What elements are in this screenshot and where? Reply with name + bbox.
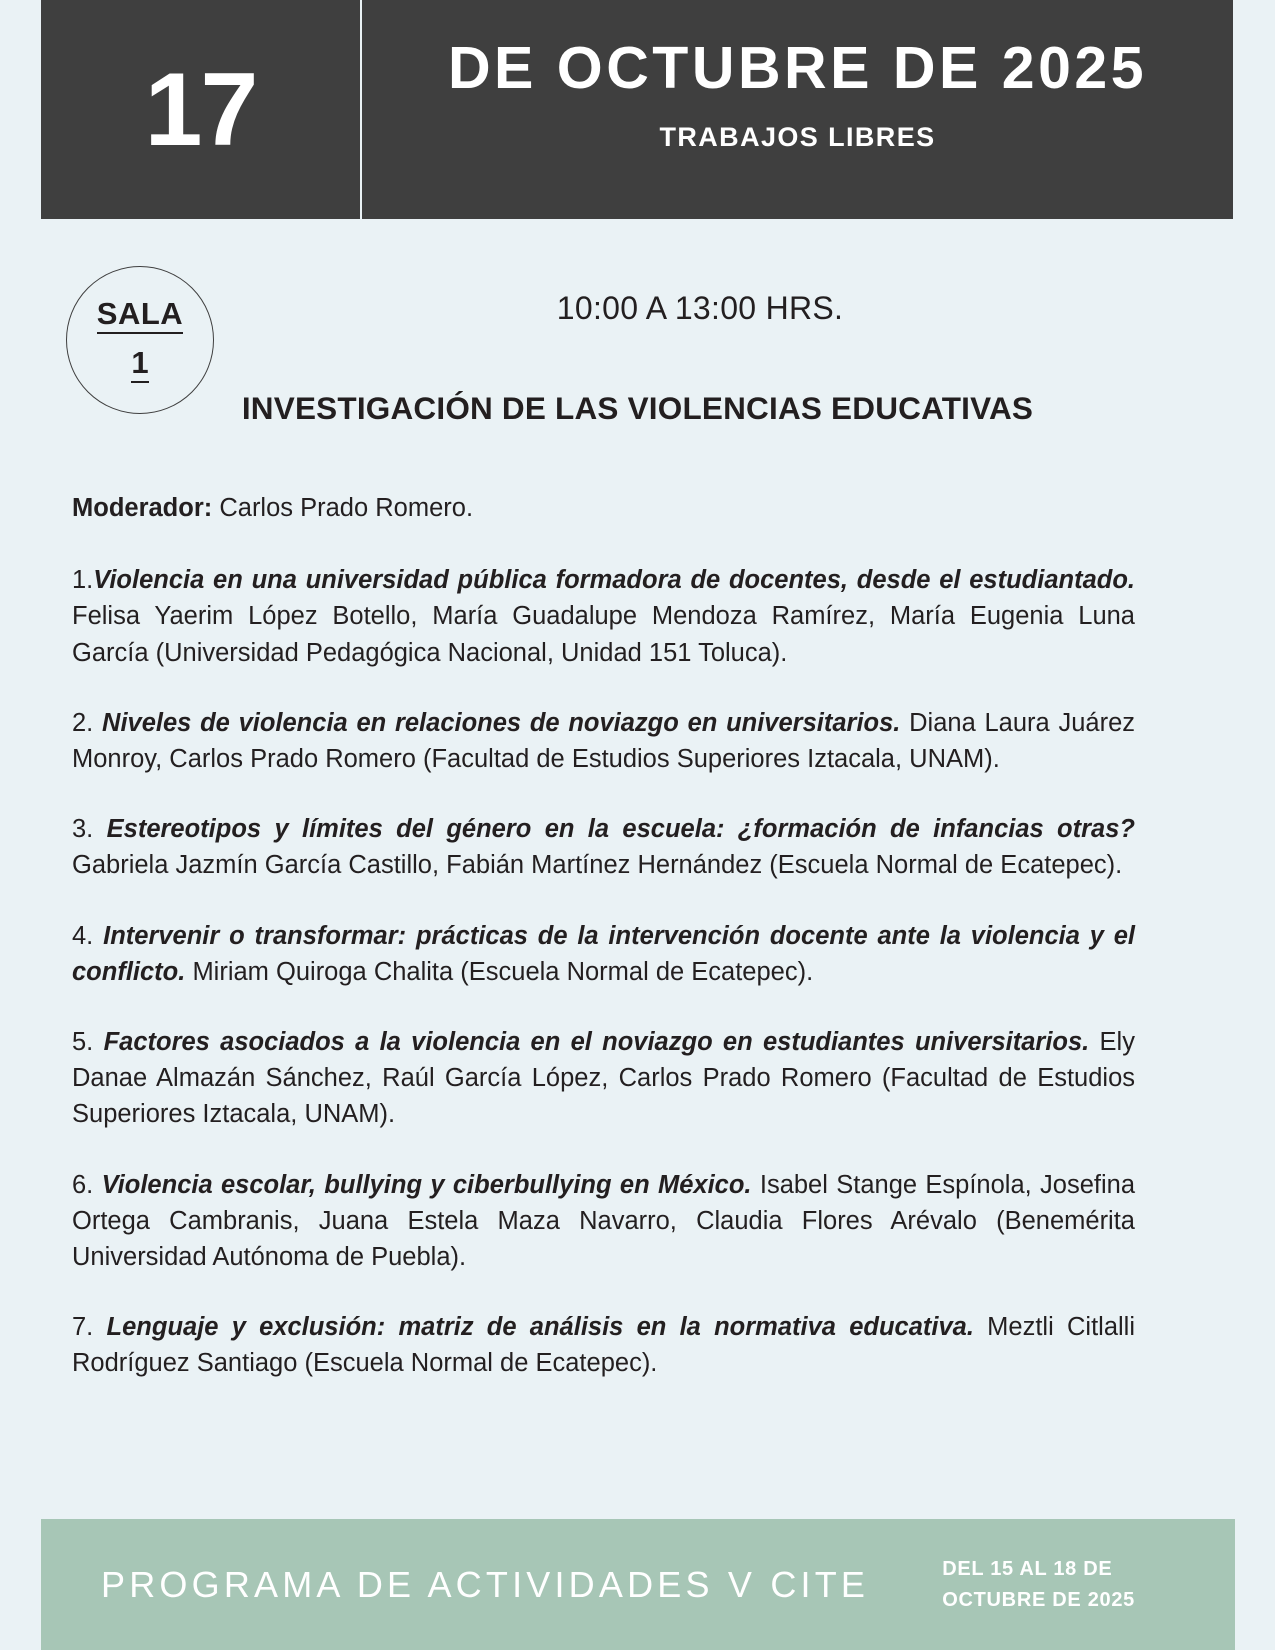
header-date-block: [362, 0, 1233, 219]
footer-program-title: PROGRAMA DE ACTIVIDADES V CITE: [101, 1563, 870, 1605]
entry-authors: Miriam Quiroga Chalita (Escuela Normal de Ecatepec).: [192, 957, 814, 986]
entry-number: 7.: [72, 1313, 94, 1342]
entry-title: Violencia escolar, bullying y ciberbullying en México.: [101, 1170, 752, 1199]
room-number: 1: [131, 346, 148, 383]
presentation-entry: [72, 1309, 1135, 1381]
presentation-entry: [72, 811, 1135, 883]
entry-number: 3.: [72, 815, 94, 844]
entry-title: Lenguaje y exclusión: matriz de análisis en la normativa educativa.: [106, 1313, 974, 1342]
presentation-entry: [72, 918, 1135, 990]
footer-dates-line1: DEL 15 AL 18 DE: [942, 1557, 1113, 1580]
entry-title: Factores asociados a la violencia en el noviazgo en estudiantes universitarios.: [103, 1028, 1090, 1057]
entry-title: Niveles de violencia en relaciones de noviazgo en universitarios.: [102, 708, 901, 737]
session-time: 10:00 A 13:00 HRS.: [556, 290, 844, 326]
event-section-label: TRABAJOS LIBRES: [659, 121, 936, 152]
entry-number: 4.: [72, 921, 94, 950]
event-day-number: 17: [144, 51, 257, 168]
session-title: INVESTIGACIÓN DE LAS VIOLENCIAS EDUCATIVAS: [241, 390, 1034, 426]
entry-title: Estereotipos y límites del género en la escuela: ¿formación de infancias otras?: [106, 815, 1135, 844]
moderator-name: Carlos Prado Romero.: [219, 494, 474, 522]
session-content: [72, 490, 1135, 1416]
room-label: SALA: [97, 297, 183, 334]
footer-dates-line2: OCTUBRE DE 2025: [942, 1588, 1135, 1611]
entry-authors: Felisa Yaerim López Botello, María Guadalupe Mendoza Ramírez, María Eugenia Luna García (Universidad Pedagógica Nacional, Unidad 151 Toluca).: [72, 602, 1135, 667]
entry-number: 2.: [72, 708, 94, 737]
footer-dates: [942, 1554, 1135, 1616]
entry-authors: Isabel Stange Espínola, Josefina Ortega Cambranis, Juana Estela Maza Navarro, Claudia Flores Arévalo (Benemérita Universidad Autónoma de Puebla).: [72, 1170, 1136, 1272]
presentation-entry: [72, 705, 1135, 777]
entry-number: 1.: [72, 566, 94, 595]
entry-authors: Meztli Citlalli Rodríguez Santiago (Escuela Normal de Ecatepec).: [72, 1313, 1136, 1378]
entry-authors: Gabriela Jazmín García Castillo, Fabián Martínez Hernández (Escuela Normal de Ecatepec).: [72, 851, 1123, 880]
entry-number: 6.: [72, 1170, 94, 1199]
moderator-line: [72, 490, 1135, 526]
presentation-entry: [72, 1024, 1135, 1133]
entry-authors: Ely Danae Almazán Sánchez, Raúl García López, Carlos Prado Romero (Facultad de Estudios Superiores Iztacala, UNAM).: [72, 1028, 1135, 1129]
entry-authors: Diana Laura Juárez Monroy, Carlos Prado Romero (Facultad de Estudios Superiores Iztacala, UNAM).: [72, 708, 1135, 774]
header-band: [41, 0, 1233, 219]
entry-title: Violencia en una universidad pública formadora de docentes, desde el estudiantado.: [93, 566, 1135, 595]
presentation-entry: [72, 562, 1135, 671]
entry-number: 5.: [72, 1028, 94, 1057]
event-date: DE OCTUBRE DE 2025: [447, 35, 1148, 102]
header-day-block: [41, 0, 360, 219]
presentation-entry: [72, 1167, 1135, 1276]
entry-title: Intervenir o transformar: prácticas de la intervención docente ante la violencia y el conflicto.: [72, 921, 1135, 986]
moderator-label: Moderador:: [72, 494, 213, 522]
footer-band: [41, 1519, 1235, 1650]
